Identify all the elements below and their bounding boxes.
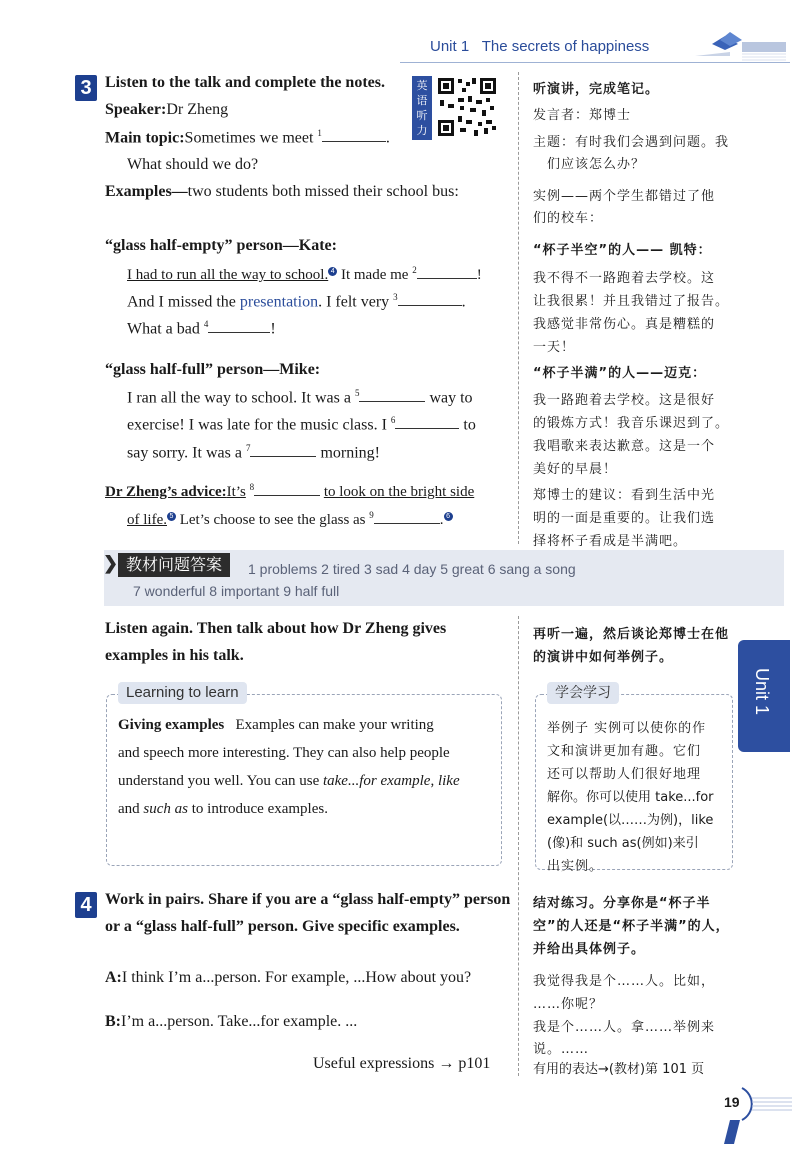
qr-code-icon [436,76,498,138]
cn-learning-tab: 学会学习 [547,682,619,704]
cn-listen-again-2: 的演讲中如何举例子。 [533,650,674,665]
blank-1[interactable] [322,128,386,142]
speaker-a-text: I think I’m a...person. For example, ...How about you? [121,969,472,986]
blank-number-2: 2 [412,265,417,275]
unit-tab-label: Unit 1 [752,668,772,716]
blank-number-7: 7 [245,443,251,453]
cn-section4-3: 并给出具体例子。 [533,942,646,957]
header-unit: Unit 1 [430,38,470,55]
answers-line-2: 7 wonderful 8 important 9 half full [133,583,340,599]
cn-mike-1: 我一路跑着去学校。这是很好 [533,393,716,408]
cn-listen-again-1: 再听一遍，然后谈论郑博士在他 [533,627,730,642]
learning-l1: Examples can make your writing [235,717,434,733]
kate-line-2a: And I missed the [127,293,236,311]
header-rule [400,62,790,63]
marker-4: 4 [328,267,337,276]
main-topic-label: Main topic: [105,129,185,147]
marker-6: 6 [444,512,453,521]
learning-l4b: such as [143,801,189,817]
mike-line-2 [127,415,476,434]
mike-line-3a: say sorry. It was a [127,444,242,462]
blank-number-6: 6 [390,415,396,425]
learning-line-4 [118,801,328,818]
kate-heading: “glass half-empty” person—Kate: [105,237,337,254]
blank-number-3: 3 [393,292,398,302]
speaker-b-text: I’m a...person. Take...for example. ... [121,1013,358,1030]
examples-text: two students both missed their school bus: [187,183,459,200]
advice-line-2: of life. 5 Let’s choose to see the glass as $^9$ . 6 [127,510,453,529]
answers-line-1: 1 problems 2 tired 3 sad 4 day 5 great 6 sang a song [248,561,576,577]
kate-underlined-sentence: I had to run all the way to school. [127,267,329,283]
qr-code-block[interactable] [412,76,498,140]
cn-learning-4: 解你。你可以使用 take...for [547,790,714,805]
blank-number-9: 9 [369,510,374,520]
blank-number-1: 1 [317,128,322,138]
running-header [430,38,649,55]
kate-line-3: What a bad $^4$ ! [127,319,276,338]
learning-l3d: like [437,773,460,789]
cn-learning-3: 还可以帮助人们很好地理 [547,767,702,782]
cn-kate-2: 让我很累！并且我错过了报告。 [533,294,730,309]
cn-example-1: 实例——两个学生都错过了他 [533,189,716,204]
examples-line [105,183,459,201]
advice-c: of life. [127,512,167,528]
mike-line-1 [127,388,473,407]
mike-line-1a: I ran all the way to school. It was a [127,389,351,407]
cn-dialogue-a-2: ……你呢？ [533,997,604,1012]
speaker-name: Dr Zheng [166,101,229,118]
presentation-word: presentation [239,293,319,311]
book-stack-decoration-icon [690,30,790,62]
advice-b: to look on the bright side [323,484,475,500]
cn-speaker: 发言者：郑博士 [533,108,632,123]
cn-section4-1: 结对练习。分享你是“杯子半 [533,896,711,911]
mike-line-1b: way to [429,389,473,407]
header-title: The secrets of happiness [481,38,650,55]
section4-line-1: Work in pairs. Share if you are a “glass half-empty” person [105,891,511,908]
mike-line-2b: to [463,416,476,434]
main-topic-text: Sometimes we meet [184,129,314,147]
cn-example-2: 们的校车： [533,211,604,226]
speaker-label: Speaker: [105,101,167,118]
cn-kate-4: 一天！ [533,340,576,355]
cn-topic-2: 们应该怎么办？ [547,157,646,172]
mike-line-3 [127,443,380,462]
listen-again-2: examples in his talk. [105,647,244,664]
cn-dialogue-a-1: 我觉得我是个……人。比如， [533,974,716,989]
blank-number-5: 5 [354,388,360,398]
cn-mike-4: 美好的早晨！ [533,462,618,477]
learning-l3b: take...for example [322,773,431,789]
blank-3[interactable] [398,292,462,306]
cn-kate-heading: “杯子半空”的人—— 凯特： [533,243,712,258]
cn-useful-expressions: 有用的表达→(教材)第 101 页 [533,1062,705,1077]
learning-line-1 [118,717,434,734]
cn-learning-6: (像)和 such as(例如)来引 [547,836,699,851]
kate-line-2b: . I felt very [318,293,390,311]
mike-line-3b: morning! [320,444,380,462]
cn-learning-5: example(以……为例)，like [547,813,714,828]
blank-number-8: 8 [249,482,255,492]
blank-8[interactable] [254,482,320,496]
cn-dialogue-b-2: 说。…… [533,1042,590,1057]
cn-learning-2: 文和演讲更加有趣。它们 [547,744,702,759]
cn-advice-3: 择将杯子看成是半满吧。 [533,534,688,549]
useful-expressions-link[interactable]: Useful expressions → p101 [313,1055,491,1072]
blank-4[interactable] [208,319,270,333]
exercise-number-3: 3 [75,75,97,101]
cn-topic-1: 主题：有时我们会遇到问题。我 [533,135,730,150]
main-topic-question: What should we do? [127,156,259,173]
blank-2[interactable] [417,265,477,279]
cn-dialogue-b-1: 我是个……人。拿……举例来 [533,1020,716,1035]
answers-tag: 教材问题答案 [118,553,230,577]
learning-l4c: to introduce examples. [191,801,328,817]
learning-l4a: and [118,801,140,817]
page-number: 19 [724,1094,740,1110]
cn-kate-3: 我感觉非常伤心。真是糟糕的 [533,317,716,332]
speaker-a-label: A: [105,969,122,986]
column-divider-bottom [518,616,519,1076]
cn-mike-3: 我唱歌来表达歉意。这是一个 [533,439,716,454]
mike-line-2a: exercise! I was late for the music class. I [127,416,387,434]
cn-mike-2: 的锻炼方式！我音乐课迟到了。 [533,416,730,431]
kate-line-2: And I missed the presentation. I felt very $^3$ . [127,292,466,311]
examples-label: Examples— [105,183,188,200]
learning-heading: Giving examples [118,717,225,733]
dialogue-b [105,1013,357,1031]
chevron-right-icon: ❯ [103,553,119,573]
blank-5[interactable] [359,388,425,402]
main-topic-line: Main topic:Sometimes we meet $^1$ . [105,128,390,147]
unit-side-tab[interactable] [738,640,790,752]
learning-l3a: understand you well. You can use [118,773,320,789]
cn-advice-1: 郑博士的建议：看到生活中光 [533,488,716,503]
advice-label: Dr Zheng’s advice: [105,484,227,500]
advice-line-1 [105,482,474,501]
cn-mike-heading: “杯子半满”的人——迈克： [533,366,707,381]
section3-instruction: Listen to the talk and complete the notes. [105,74,385,91]
advice-a: It’s [226,484,246,500]
learning-line-3 [118,773,460,790]
kate-line-1: I had to run all the way to school. 4 It made me $^2$ ! [127,265,482,283]
kate-line-3a: What a bad [127,320,200,338]
cn-kate-1: 我不得不一路跑着去学校。这 [533,271,716,286]
cn-title: 听演讲，完成笔记。 [533,82,660,97]
cn-section4-2: 空”的人还是“杯子半满”的人， [533,919,730,934]
learning-l3c: , [430,773,438,789]
column-divider-top [518,72,519,544]
advice-d: Let’s choose to see the glass as [179,512,366,528]
marker-5: 5 [167,512,176,521]
learning-line-2: and speech more interesting. They can also help people [118,745,450,761]
learning-tab: Learning to learn [118,682,247,704]
speaker-line [105,101,228,119]
listen-again-1: Listen again. Then talk about how Dr Zheng gives [105,620,447,637]
blank-6[interactable] [395,415,459,429]
cn-learning-1: 举例子 实例可以使你的作 [547,721,707,736]
section4-line-2: or a “glass half-full” person. Give specific examples. [105,918,460,935]
cn-learning-7: 出实例。 [547,859,604,874]
blank-9[interactable] [374,510,440,524]
mike-heading: “glass half-full” person—Mike: [105,361,321,378]
kate-line-1b: It made me [340,267,409,283]
qr-label: 英语听力 [412,76,432,140]
blank-7[interactable] [250,443,316,457]
dialogue-a [105,969,471,987]
blank-number-4: 4 [203,319,209,329]
cn-advice-2: 明的一面是重要的。让我们选 [533,511,716,526]
exercise-number-4: 4 [75,892,97,918]
speaker-b-label: B: [105,1013,121,1030]
